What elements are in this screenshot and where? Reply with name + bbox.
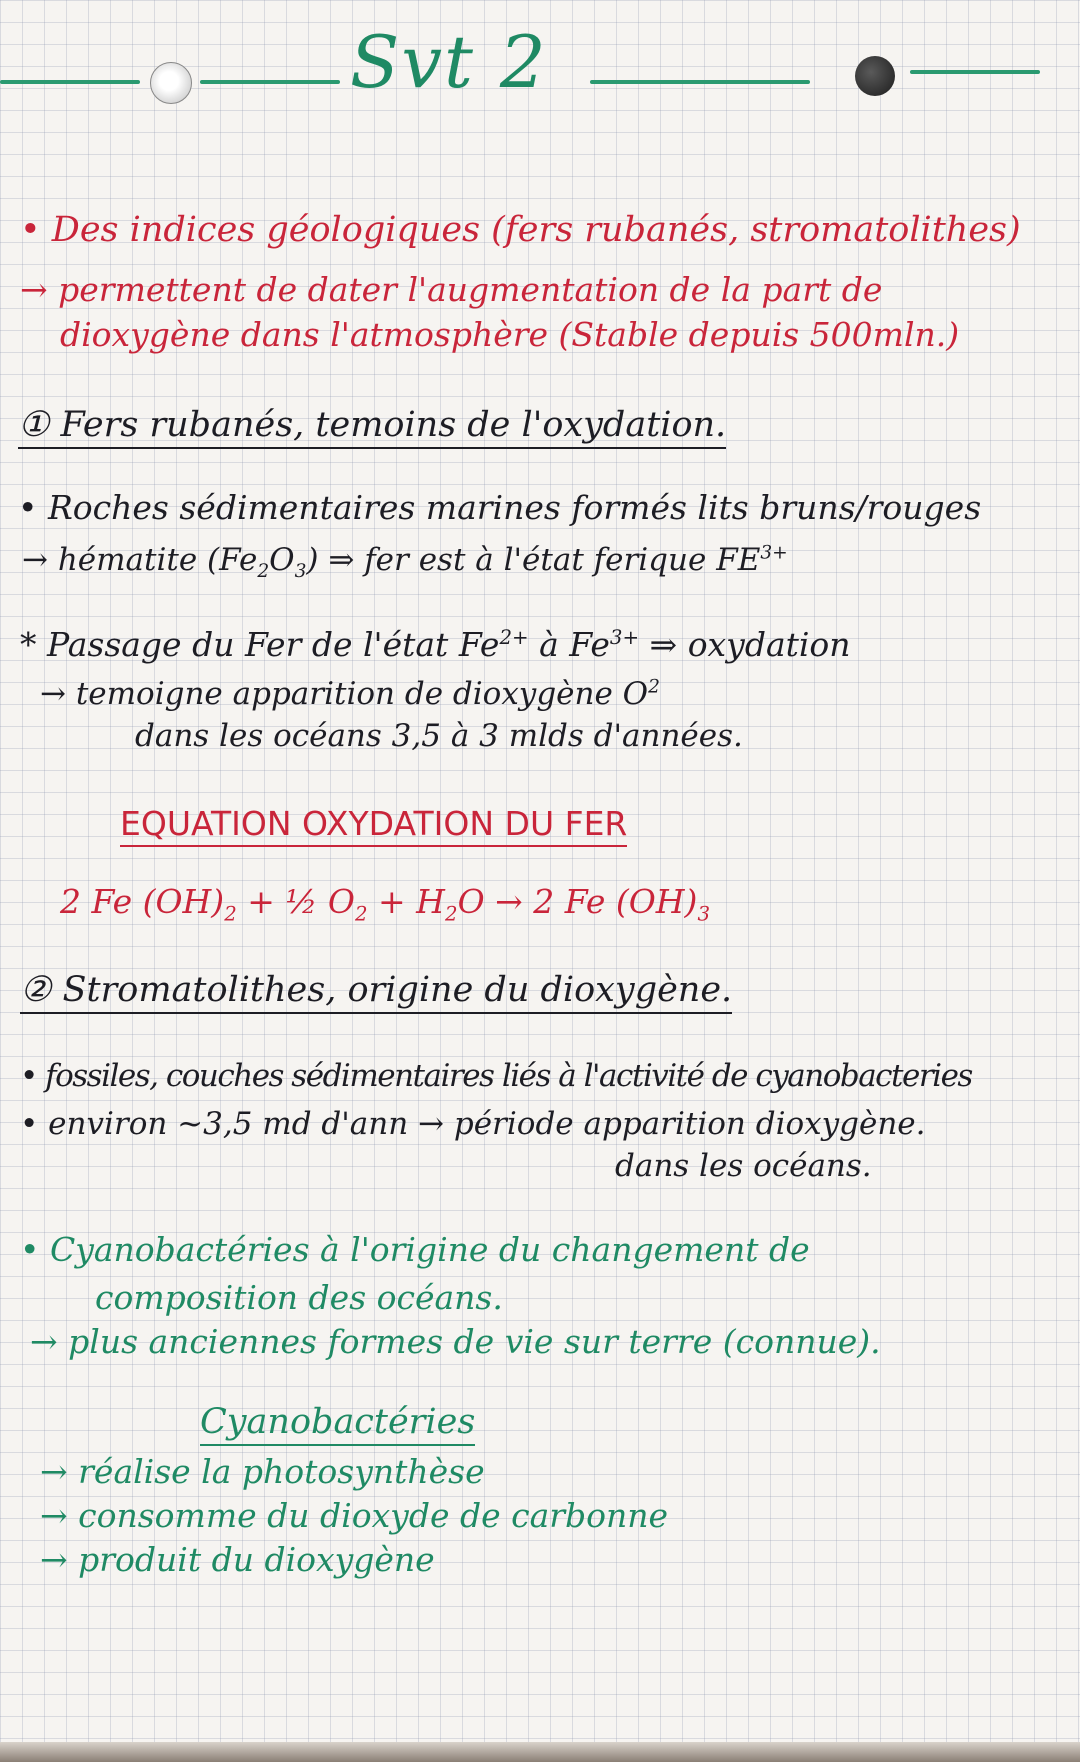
equation-text-b: + ½ O (236, 882, 355, 921)
oceans-line-1: dans les océans 3,5 à 3 mlds d'années. (135, 718, 743, 754)
passage-text-b: à Fe (528, 625, 610, 664)
passage-line (20, 625, 851, 664)
equation-sub-1: 2 (224, 902, 237, 926)
hematite-sup: 3+ (760, 542, 788, 564)
fossils-line: • fossiles, couches sédimentaires liés à l'activité de cyanobacteries (20, 1058, 972, 1094)
equation (60, 882, 710, 926)
list-item: → produit du dioxygène (40, 1540, 435, 1579)
hematite-sub-2: 3 (294, 561, 307, 583)
cyano-subheading: Cyanobactéries (200, 1402, 475, 1446)
equation-sub-3: 2 (444, 902, 458, 926)
oceans-line-2: dans les océans. (615, 1148, 872, 1184)
section-1-heading: ① Fers rubanés, temoins de l'oxydation. (18, 405, 726, 449)
header-line-far-right (910, 70, 1040, 74)
hematite-text-c: ) ⇒ fer est à l'état ferique FE (306, 542, 761, 578)
environ-line: • environ ~3,5 md d'ann → période apparition dioxygène. (20, 1106, 926, 1142)
equation-title: EQUATION OXYDATION DU FER (120, 804, 627, 847)
equation-sub-2: 2 (354, 902, 368, 926)
cyano-line-2: composition des océans. (95, 1278, 503, 1317)
hematite-text-a: → hématite (Fe (22, 542, 258, 578)
temoigne-text: → temoigne apparition de dioxygène O (40, 676, 649, 712)
list-item: → réalise la photosynthèse (40, 1452, 485, 1491)
section-2-heading: ② Stromatolithes, origine du dioxygène. (20, 970, 732, 1014)
hematite-sub-1: 2 (257, 561, 270, 583)
temoigne-line (40, 676, 660, 712)
header-line-mid (200, 80, 340, 84)
equation-text-c: + H (367, 882, 445, 921)
punch-hole-right (855, 56, 895, 96)
list-item: → consomme du dioxyde de carbonne (40, 1496, 669, 1535)
intro-line-3: dioxygène dans l'atmosphère (Stable depuis 500mln.) (60, 315, 960, 354)
cyano-line-3: → plus anciennes formes de vie sur terre (connue). (30, 1322, 881, 1361)
rocks-line: • Roches sédimentaires marines formés lits bruns/rouges (18, 488, 982, 527)
hematite-text-b: O (269, 542, 295, 578)
cyano-line-1: • Cyanobactéries à l'origine du changement de (20, 1230, 810, 1269)
header-line-right (590, 80, 810, 84)
punch-hole-left (150, 62, 192, 104)
passage-sup-2: 3+ (609, 626, 640, 649)
passage-sup-1: 2+ (499, 626, 529, 649)
intro-line-1: • Des indices géologiques (fers rubanés, stromatolithes) (20, 210, 1021, 250)
hematite-line (22, 542, 788, 582)
temoigne-sup: 2 (648, 676, 660, 698)
equation-text-d: O → 2 Fe (OH) (457, 882, 698, 921)
intro-line-2: → permettent de dater l'augmentation de la part de (20, 270, 883, 309)
passage-text-c: ⇒ oxydation (639, 625, 851, 664)
equation-sub-4: 3 (697, 902, 711, 926)
header-line-left (0, 80, 140, 84)
passage-text-a: * Passage du Fer de l'état Fe (20, 625, 500, 664)
equation-text-a: 2 Fe (OH) (60, 882, 225, 921)
page-bottom-edge (0, 1742, 1080, 1762)
page-title: Svt 2 (350, 20, 548, 104)
